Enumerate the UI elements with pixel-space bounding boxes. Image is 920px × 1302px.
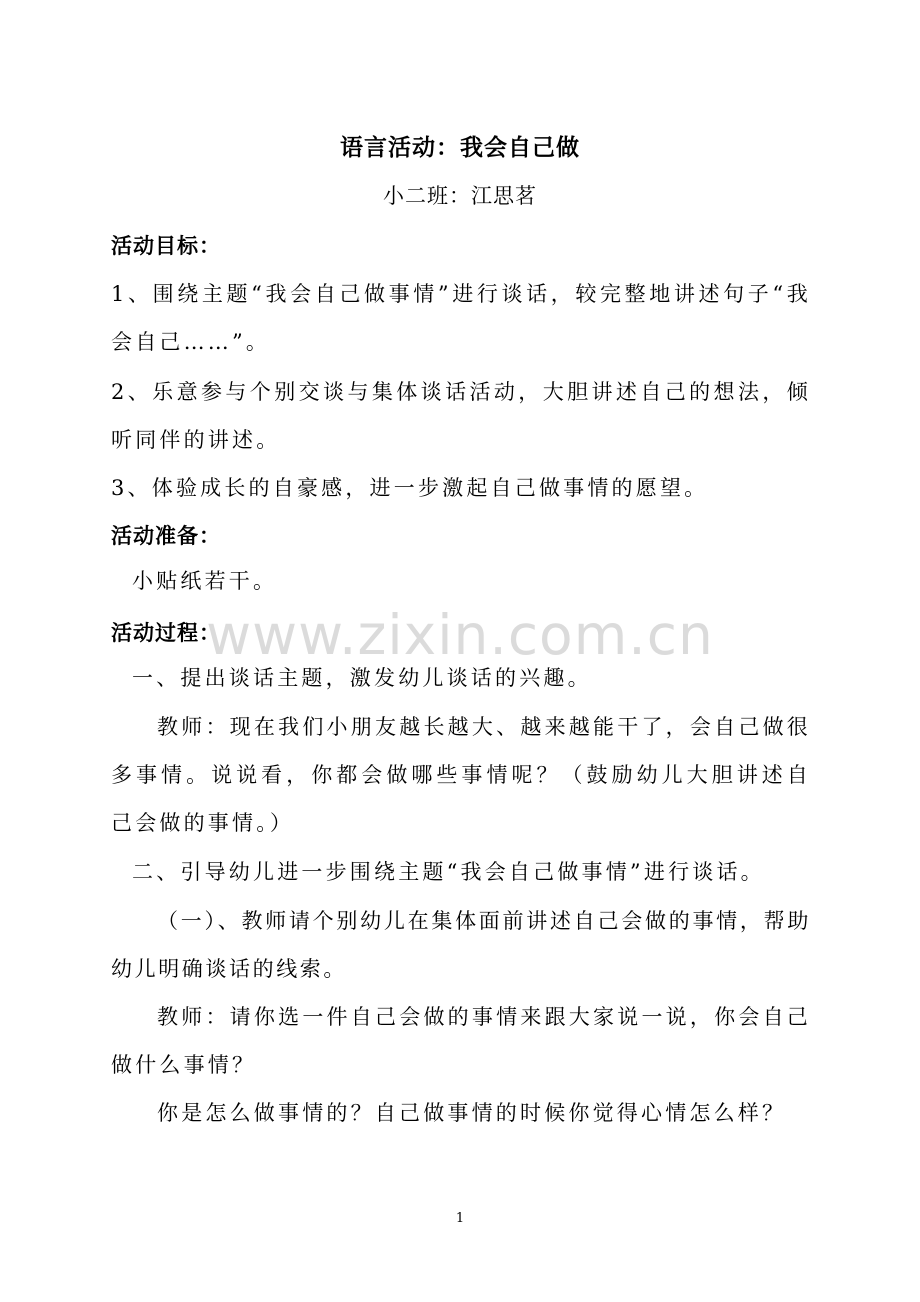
document-subtitle: 小二班：江思茗 (383, 184, 537, 208)
prep-heading: 活动准备： (111, 524, 221, 548)
step-2: 二、引导幼儿进一步围绕主题“我会自己做事情”进行谈话。 (132, 860, 765, 884)
prep-text: 小贴纸若干。 (132, 569, 278, 593)
goals-heading: 活动目标： (111, 234, 221, 258)
step-1: 一、提出谈话主题，激发幼儿谈话的兴趣。 (132, 666, 592, 690)
watermark: www.zixin.com.cn (206, 603, 714, 667)
step-2-teacher: 教师：请你选一件自己会做的事情来跟大家说一说，你会自己做什么事情？ (111, 1005, 811, 1077)
goal-2: 2、乐意参与个别交谈与集体谈话活动，大胆讲述自己的想法，倾听同伴的讲述。 (111, 380, 811, 452)
page-number: 1 (455, 1211, 465, 1226)
goal-1: 1、围绕主题“我会自己做事情”进行谈话，较完整地讲述句子“我会自己……”。 (111, 282, 811, 354)
process-heading: 活动过程： (111, 621, 221, 645)
step-2-sub1: （一）、教师请个别幼儿在集体面前讲述自己会做的事情，帮助幼儿明确谈话的线索。 (111, 909, 811, 981)
step-2-question: 你是怎么做事情的？自己做事情的时候你觉得心情怎么样？ (157, 1101, 787, 1125)
step-1-teacher: 教师：现在我们小朋友越长越大、越来越能干了，会自己做很多事情。说说看，你都会做哪些事情呢？（鼓励幼儿大胆讲述自己会做的事情。） (111, 715, 811, 835)
goal-3: 3、体验成长的自豪感，进一步激起自己做事情的愿望。 (111, 476, 709, 500)
document-title: 语言活动：我会自己做 (340, 135, 580, 161)
